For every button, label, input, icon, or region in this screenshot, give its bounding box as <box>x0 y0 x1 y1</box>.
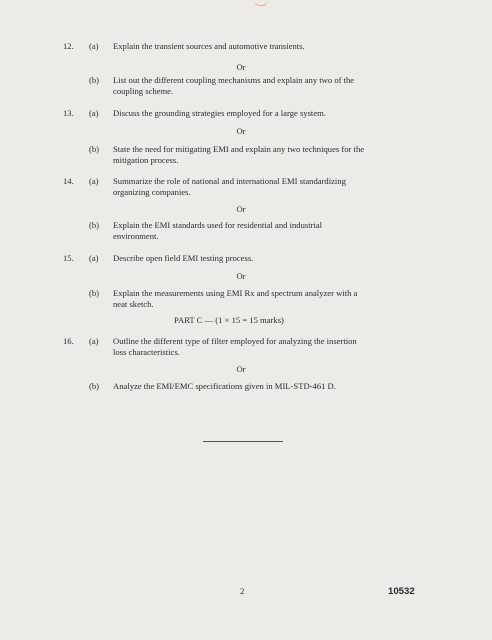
q14-or: Or <box>236 204 246 214</box>
paper-code: 10532 <box>388 586 415 597</box>
q14a-text-line2: organizing companies. <box>113 187 191 197</box>
q16a-text-line1: Outline the different type of filter employed for analyzing the insertion <box>113 336 357 346</box>
q16b-label: (b) <box>89 381 100 391</box>
q16-number: 16. <box>63 336 74 346</box>
page-number: 2 <box>240 586 245 596</box>
q12a-label: (a) <box>89 41 99 51</box>
q14a-text-line1: Summarize the role of national and international EMI standardizing <box>113 176 346 186</box>
q13-number: 13. <box>63 108 74 118</box>
q12b-label: (b) <box>89 75 100 85</box>
q15b-text-line2: neat sketch. <box>113 299 154 309</box>
q15-number: 15. <box>63 253 74 263</box>
q13b-text-line2: mitigation process. <box>113 155 179 165</box>
q14b-text-line2: environment. <box>113 231 159 241</box>
q14b-label: (b) <box>89 220 100 230</box>
q14b-text-line1: Explain the EMI standards used for residential and industrial <box>113 220 323 230</box>
q15-or: Or <box>236 271 246 281</box>
q13a-text: Discuss the grounding strategies employed for a large system. <box>113 108 326 118</box>
q12-or: Or <box>236 62 246 72</box>
part-c-heading: PART C — (1 × 15 = 15 marks) <box>174 315 284 325</box>
q13b-label: (b) <box>89 144 100 154</box>
q13-or: Or <box>236 126 246 136</box>
q15b-label: (b) <box>89 288 100 298</box>
q16-or: Or <box>236 364 246 374</box>
q14a-label: (a) <box>89 176 99 186</box>
q12b-text-line2: coupling scheme. <box>113 86 174 96</box>
q12b-text-line1: List out the different coupling mechanisms and explain any two of the <box>113 75 355 85</box>
q16b-text: Analyze the EMI/EMC specifications given in MIL-STD-461 D. <box>113 381 336 391</box>
q12-number: 12. <box>63 41 74 51</box>
q13b-text-line1: State the need for mitigating EMI and explain any two techniques for the <box>113 144 365 154</box>
q16a-text-line2: loss characteristics. <box>113 347 180 357</box>
q14-number: 14. <box>63 176 74 186</box>
ink-mark <box>254 0 268 6</box>
q13a-label: (a) <box>89 108 99 118</box>
q15b-text-line1: Explain the measurements using EMI Rx and spectrum analyzer with a <box>113 288 358 298</box>
q15a-text: Describe open field EMI testing process. <box>113 253 254 263</box>
q16a-label: (a) <box>89 336 99 346</box>
q12a-text: Explain the transient sources and automotive transients. <box>113 41 305 51</box>
q15a-label: (a) <box>89 253 99 263</box>
end-rule <box>203 441 283 442</box>
